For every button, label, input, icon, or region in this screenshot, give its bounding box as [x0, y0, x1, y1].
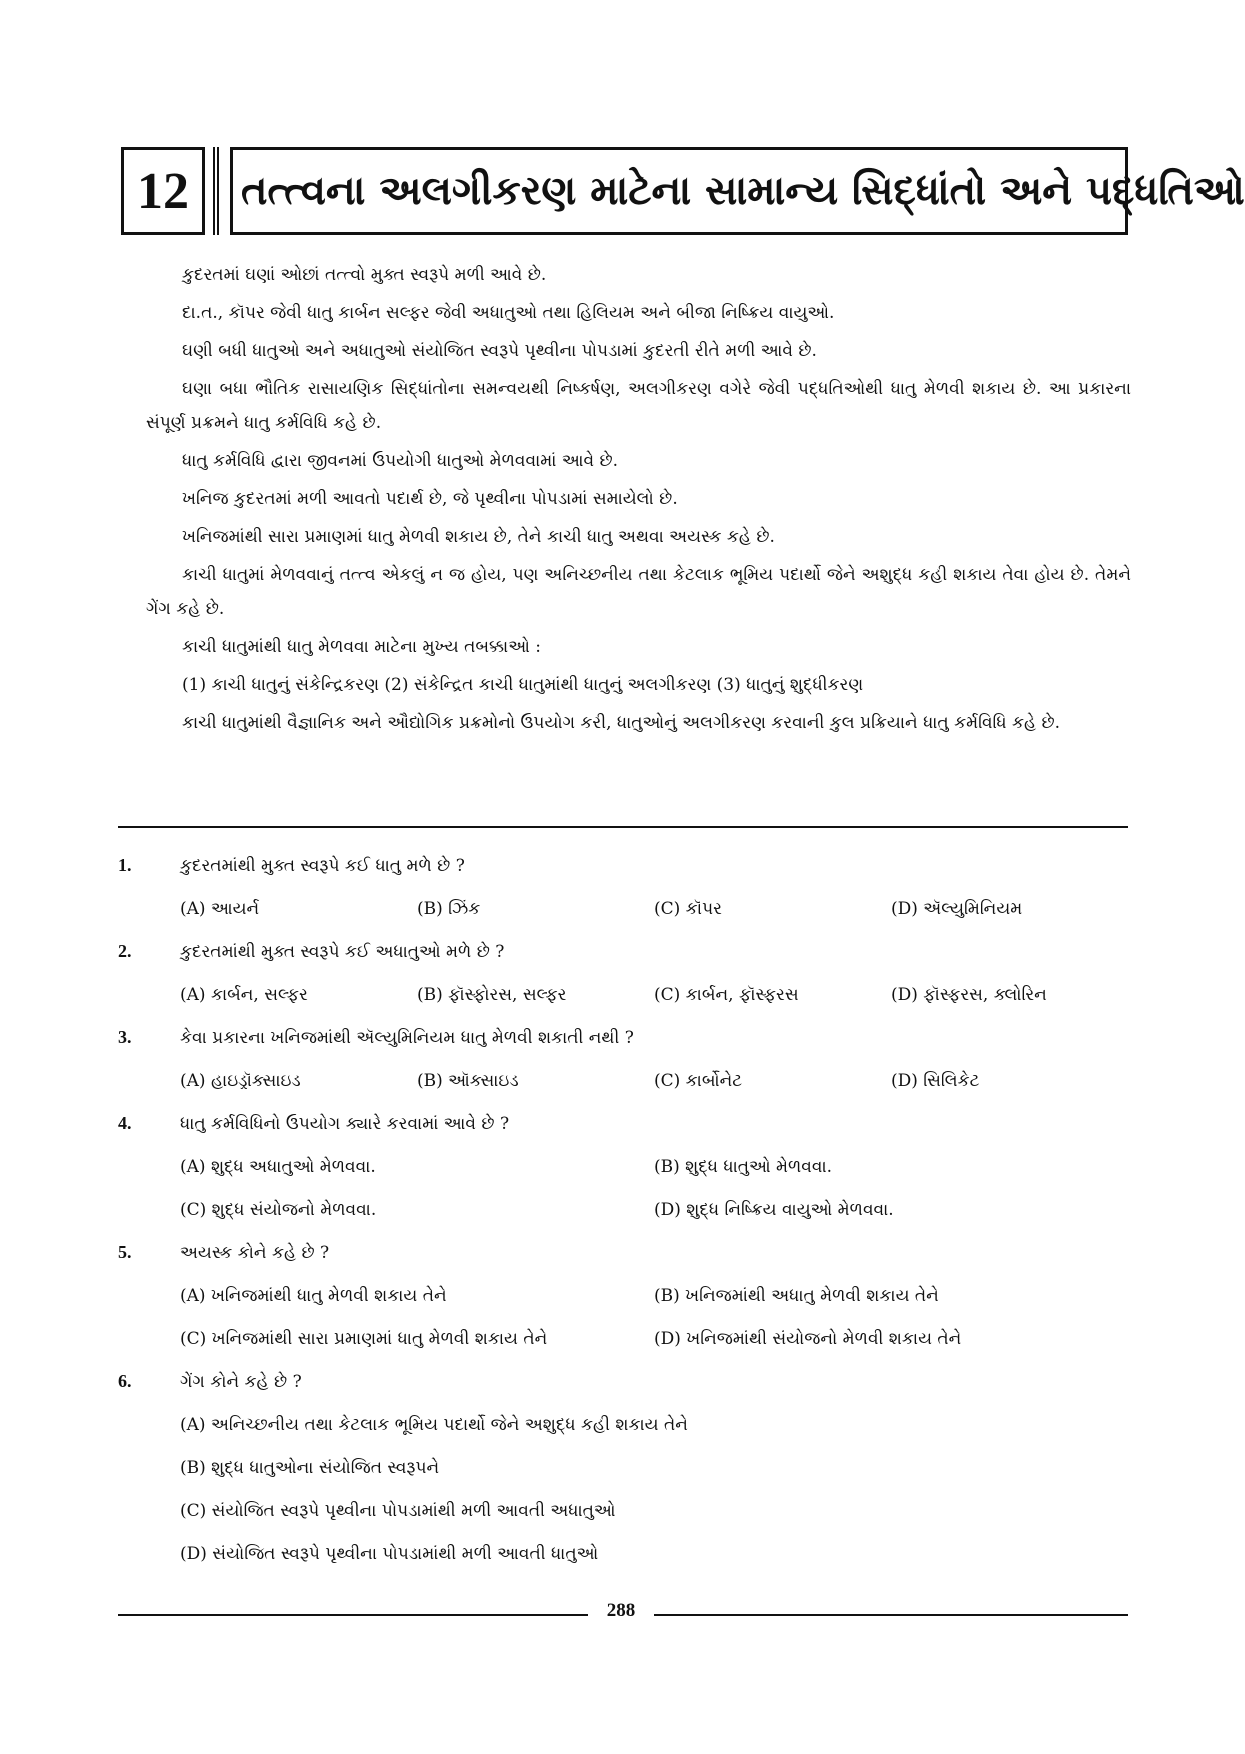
question-list: [118, 844, 1128, 1575]
question-1: [118, 844, 1128, 930]
footer-rule-right: [654, 1614, 1128, 1616]
intro-paragraph: કાચી ધાતુમાં મેળવવાનું તત્ત્વ એકલું ન જ હોય, પણ અનિચ્છનીય તથા કેટલાક ભૂમિય પદાર્થો જેને અશુદ્ધ કહી શકાય તેવા હોય છે. તેમને ગેંગ કહે છે.: [146, 565, 1131, 619]
question-4: [118, 1102, 1128, 1231]
title-separator: [213, 147, 219, 235]
intro-paragraph: ઘણી બધી ધાતુઓ અને અધાતુઓ સંયોજિત સ્વરૂપે પૃથ્વીના પોપડામાં કુદરતી રીતે મળી આવે છે.: [182, 341, 817, 361]
option-a: (A) આયર્ન: [180, 898, 260, 919]
option-c: (C) કૉપર: [654, 898, 722, 919]
intro-paragraph: દા.ત., કૉપર જેવી ધાતુ કાર્બન સલ્ફર જેવી અધાતુઓ તથા હિલિયમ અને બીજા નિષ્ક્રિય વાયુઓ.: [182, 303, 835, 323]
option-a: (A) શુદ્ધ અધાતુઓ મેળવવા.: [180, 1156, 376, 1177]
question-number: 6.: [118, 1371, 132, 1391]
option-b: (B) શુદ્ધ ધાતુઓ મેળવવા.: [654, 1156, 833, 1177]
question-text: અયસ્ક કોને કહે છે ?: [180, 1242, 330, 1263]
intro-paragraph: કુદરતમાં ઘણાં ઓછાં તત્ત્વો મુક્ત સ્વરૂપે મળી આવે છે.: [182, 265, 547, 285]
option-c: (C) કાર્બન, ફૉસ્ફરસ: [654, 984, 799, 1005]
question-number: 4.: [118, 1113, 132, 1133]
option-c: (C) ખનિજમાંથી સારા પ્રમાણમાં ધાતુ મેળવી શકાય તેને: [180, 1328, 548, 1349]
intro-paragraph: (1) કાચી ધાતુનું સંકેન્દ્રિકરણ (2) સંકેન્દ્રિત કાચી ધાતુમાંથી ધાતુનું અલગીકરણ (3) ધાતુનું શુદ્ધીકરણ: [182, 675, 864, 695]
option-c: (C) સંયોજિત સ્વરૂપે પૃથ્વીના પોપડામાંથી મળી આવતી અધાતુઓ: [180, 1500, 616, 1521]
option-d: (D) સિલિકેટ: [891, 1070, 980, 1091]
page-number: 288: [606, 1600, 636, 1621]
question-number: 5.: [118, 1242, 132, 1262]
option-b: (B) ખનિજમાંથી અધાતુ મેળવી શકાય તેને: [654, 1285, 939, 1306]
question-text: કુદરતમાંથી મુક્ત સ્વરૂપે કઈ ધાતુ મળે છે ?: [180, 855, 465, 876]
question-number: 1.: [118, 855, 132, 875]
question-5: [118, 1231, 1128, 1360]
option-b: (B) ઝિંક: [417, 898, 481, 919]
option-d: (D) ખનિજમાંથી સંયોજનો મેળવી શકાય તેને: [654, 1328, 962, 1349]
option-b: (B) ઑક્સાઇડ: [417, 1070, 519, 1091]
question-text: કેવા પ્રકારના ખનિજમાંથી ઍલ્યુમિનિયમ ધાતુ મેળવી શકાતી નથી ?: [180, 1027, 634, 1048]
question-text: ગેંગ કોને કહે છે ?: [180, 1371, 302, 1392]
option-b: (B) ફૉસ્ફોરસ, સલ્ફર: [417, 984, 567, 1005]
option-a: (A) કાર્બન, સલ્ફર: [180, 984, 308, 1005]
option-a: (A) અનિચ્છનીય તથા કેટલાક ભૂમિય પદાર્થો જેને અશુદ્ધ કહી શકાય તેને: [180, 1414, 688, 1435]
option-d: (D) ફૉસ્ફરસ, ક્લોરિન: [891, 984, 1047, 1005]
section-divider: [118, 826, 1128, 828]
question-3: [118, 1016, 1128, 1102]
option-c: (C) કાર્બોનેટ: [654, 1070, 743, 1091]
question-number: 2.: [118, 941, 132, 961]
chapter-title: [230, 147, 1245, 235]
option-c: (C) શુદ્ધ સંયોજનો મેળવવા.: [180, 1199, 377, 1220]
intro-paragraph: કાચી ધાતુમાંથી વૈજ્ઞાનિક અને ઔદ્યોગિક પ્રક્રમોનો ઉપયોગ કરી, ધાતુઓનું અલગીકરણ કરવાની કુલ પ્રક્રિયાને ધાતુ કર્મવિધિ કહે છે.: [182, 713, 1061, 733]
intro-paragraph: ધાતુ કર્મવિધિ દ્વારા જીવનમાં ઉપયોગી ધાતુઓ મેળવવામાં આવે છે.: [182, 451, 618, 471]
intro-paragraph: ખનિજમાંથી સારા પ્રમાણમાં ધાતુ મેળવી શકાય છે, તેને કાચી ધાતુ અથવા અયસ્ક કહે છે.: [182, 527, 775, 547]
chapter-number: 12: [121, 147, 205, 235]
option-d: (D) ઍલ્યુમિનિયમ: [891, 898, 1023, 919]
question-number: 3.: [118, 1027, 132, 1047]
option-d: (D) શુદ્ધ નિષ્ક્રિય વાયુઓ મેળવવા.: [654, 1199, 894, 1220]
intro-section: [146, 258, 1131, 744]
question-text: કુદરતમાંથી મુક્ત સ્વરૂપે કઈ અધાતુઓ મળે છે ?: [180, 941, 505, 962]
option-a: (A) હાઇડ્રૉક્સાઇડ: [180, 1070, 301, 1091]
option-d: (D) સંયોજિત સ્વરૂપે પૃથ્વીના પોપડામાંથી મળી આવતી ધાતુઓ: [180, 1543, 599, 1564]
intro-paragraph: ઘણા બધા ભૌતિક રાસાયણિક સિદ્ધાંતોના સમન્વયથી નિષ્કર્ષણ, અલગીકરણ વગેરે જેવી પદ્ધતિઓથી ધાતુ મેળવી શકાય છે. આ પ્રકારના સંપૂર્ણ પ્રક્રમને ધાતુ કર્મવિધિ કહે છે.: [146, 379, 1131, 433]
question-2: [118, 930, 1128, 1016]
chapter-title-text: તત્ત્વના અલગીકરણ માટેના સામાન્ય સિદ્ધાંતો અને પદ્ધતિઓ: [241, 168, 1245, 214]
option-b: (B) શુદ્ધ ધાતુઓના સંયોજિત સ્વરૂપને: [180, 1457, 440, 1478]
intro-paragraph: ખનિજ કુદરતમાં મળી આવતો પદાર્થ છે, જે પૃથ્વીના પોપડામાં સમાયેલો છે.: [182, 489, 678, 509]
footer-rule-left: [118, 1614, 588, 1616]
intro-paragraph: કાચી ધાતુમાંથી ધાતુ મેળવવા માટેના મુખ્ય તબક્કાઓ :: [182, 637, 541, 657]
question-6: [118, 1360, 1128, 1575]
option-a: (A) ખનિજમાંથી ધાતુ મેળવી શકાય તેને: [180, 1285, 447, 1306]
question-text: ધાતુ કર્મવિધિનો ઉપયોગ ક્યારે કરવામાં આવે છે ?: [180, 1113, 510, 1134]
